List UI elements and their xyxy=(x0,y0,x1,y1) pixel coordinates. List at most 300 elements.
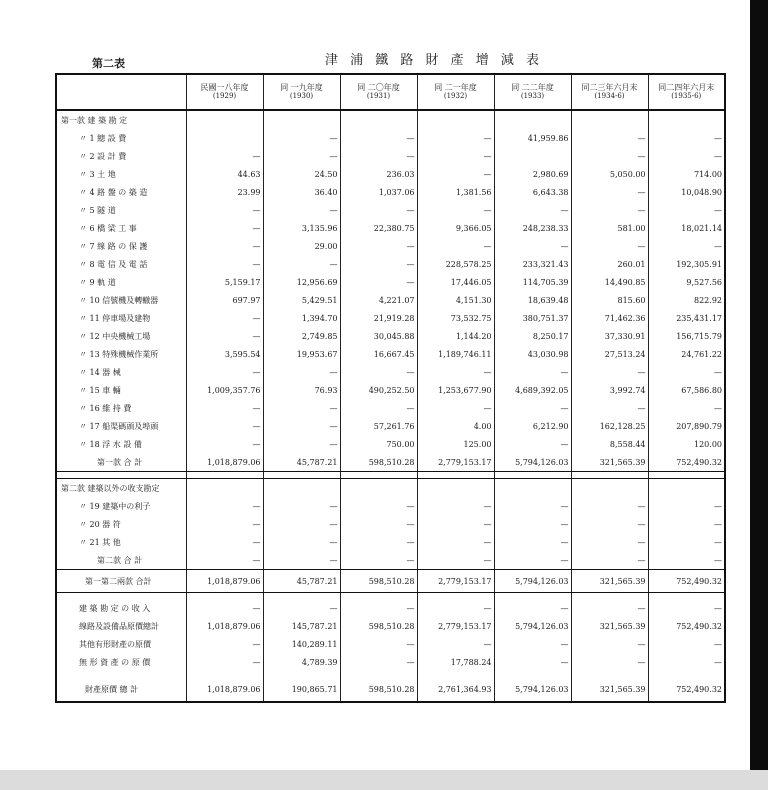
row-label: 〃 12 中央機械工場 xyxy=(79,331,151,341)
table-row xyxy=(56,399,725,417)
value-cell: 1,144.20 xyxy=(417,327,494,345)
value-cell xyxy=(340,472,417,479)
value-cell: — xyxy=(417,129,494,147)
value-cell: 37,330.91 xyxy=(571,327,648,345)
value-cell: — xyxy=(263,201,340,219)
table-row xyxy=(56,635,725,653)
value-cell: — xyxy=(571,183,648,201)
value-cell: 71,462.36 xyxy=(571,309,648,327)
value-cell: 697.97 xyxy=(186,291,263,309)
column-header-year: (1935-6) xyxy=(671,92,702,100)
value-cell: 162,128.25 xyxy=(571,417,648,435)
value-cell: 2,761,364.93 xyxy=(417,677,494,702)
value-cell: — xyxy=(494,635,571,653)
value-cell: 114,705.39 xyxy=(494,273,571,291)
value-cell: — xyxy=(494,599,571,617)
value-cell xyxy=(494,110,571,129)
value-cell: — xyxy=(340,599,417,617)
value-cell: 5,159.17 xyxy=(186,273,263,291)
value-cell: 125.00 xyxy=(417,435,494,453)
table-row xyxy=(56,291,725,309)
value-cell: — xyxy=(186,417,263,435)
value-cell: 29.00 xyxy=(263,237,340,255)
column-header-year: (1933) xyxy=(520,92,545,100)
value-cell xyxy=(571,472,648,479)
row-label: 無 形 資 產 の 原 價 xyxy=(79,657,151,667)
table-body xyxy=(56,110,725,702)
value-cell: — xyxy=(186,435,263,453)
value-cell: 1,018,879.06 xyxy=(186,617,263,635)
value-cell: — xyxy=(648,237,725,255)
value-cell: — xyxy=(417,147,494,165)
value-cell: 3,135.96 xyxy=(263,219,340,237)
table-row xyxy=(56,533,725,551)
column-header-year: (1934-6) xyxy=(594,92,625,100)
value-cell: — xyxy=(186,599,263,617)
row-label: 〃 21 其 他 xyxy=(79,537,121,547)
row-label: 其他有形財產の原價 xyxy=(79,639,151,649)
value-cell: — xyxy=(417,363,494,381)
value-cell: 140,289.11 xyxy=(263,635,340,653)
row-label: 第一第二兩款 合計 xyxy=(56,570,186,593)
value-cell: 23.99 xyxy=(186,183,263,201)
value-cell: 1,253,677.90 xyxy=(417,381,494,399)
value-cell: — xyxy=(417,497,494,515)
value-cell: — xyxy=(648,653,725,671)
value-cell xyxy=(340,110,417,129)
value-cell: — xyxy=(263,255,340,273)
column-header-year: (1929) xyxy=(212,92,237,100)
value-cell: — xyxy=(494,435,571,453)
value-cell: — xyxy=(494,551,571,570)
value-cell: 1,018,879.06 xyxy=(186,570,263,593)
row-label: 財產原價 總 計 xyxy=(85,684,139,694)
header-row xyxy=(56,74,725,110)
value-cell: 5,794,126.03 xyxy=(494,453,571,472)
table-row xyxy=(56,677,725,702)
column-header-label: 同 一九年度 xyxy=(280,83,323,92)
scan-edge-right xyxy=(750,0,768,790)
table-row xyxy=(56,435,725,453)
row-label: 第一款 建 築 勘 定 xyxy=(61,115,128,125)
column-header xyxy=(340,74,417,110)
value-cell: — xyxy=(571,533,648,551)
value-cell xyxy=(648,479,725,498)
value-cell: — xyxy=(186,255,263,273)
value-cell: 145,787.21 xyxy=(263,617,340,635)
value-cell xyxy=(417,472,494,479)
value-cell: 380,751.37 xyxy=(494,309,571,327)
value-cell: 6,643.38 xyxy=(494,183,571,201)
value-cell: — xyxy=(263,497,340,515)
value-cell: 5,794,126.03 xyxy=(494,570,571,593)
value-cell xyxy=(263,110,340,129)
column-header xyxy=(648,74,725,110)
value-cell: 27,513.24 xyxy=(571,345,648,363)
value-cell: 5,794,126.03 xyxy=(494,677,571,702)
row-label: 〃 9 軌 道 xyxy=(79,277,116,287)
value-cell: — xyxy=(571,497,648,515)
value-cell: 2,779,153.17 xyxy=(417,453,494,472)
value-cell: — xyxy=(494,201,571,219)
row-label: 〃 18 浮 水 設 備 xyxy=(79,439,142,449)
value-cell: 1,009,357.76 xyxy=(186,381,263,399)
column-header-label: 同 二一年度 xyxy=(434,83,477,92)
value-cell: — xyxy=(263,147,340,165)
table-row xyxy=(56,147,725,165)
column-header-year: (1931) xyxy=(366,92,391,100)
column-header-label: 同二三年六月末 xyxy=(581,83,638,92)
value-cell: 36.40 xyxy=(263,183,340,201)
value-cell: 750.00 xyxy=(340,435,417,453)
value-cell: — xyxy=(648,201,725,219)
value-cell: 1,037.06 xyxy=(340,183,417,201)
value-cell: — xyxy=(340,635,417,653)
value-cell: 5,794,126.03 xyxy=(494,617,571,635)
value-cell: — xyxy=(186,309,263,327)
value-cell: 4,789.39 xyxy=(263,653,340,671)
row-label: 第二款 合 計 xyxy=(97,555,143,565)
value-cell: — xyxy=(340,653,417,671)
value-cell xyxy=(186,129,263,147)
value-cell: — xyxy=(340,515,417,533)
value-cell: 235,431.17 xyxy=(648,309,725,327)
table-row xyxy=(56,381,725,399)
value-cell: 21,919.28 xyxy=(340,309,417,327)
value-cell: — xyxy=(340,201,417,219)
table-row xyxy=(56,345,725,363)
row-label: 〃 3 土 地 xyxy=(79,169,116,179)
row-label: 〃 6 橋 梁 工 事 xyxy=(79,223,137,233)
column-header xyxy=(571,74,648,110)
column-header-year: (1930) xyxy=(289,92,314,100)
value-cell xyxy=(417,110,494,129)
value-cell: 822.92 xyxy=(648,291,725,309)
row-label: 〃 5 隧 道 xyxy=(79,205,116,215)
value-cell: — xyxy=(186,147,263,165)
value-cell: 9,366.05 xyxy=(417,219,494,237)
value-cell: 207,890.79 xyxy=(648,417,725,435)
value-cell: 321,565.39 xyxy=(571,570,648,593)
column-header xyxy=(263,74,340,110)
value-cell: 156,715.79 xyxy=(648,327,725,345)
value-cell: — xyxy=(417,635,494,653)
value-cell: 321,565.39 xyxy=(571,617,648,635)
value-cell: — xyxy=(340,255,417,273)
row-label xyxy=(56,472,186,479)
value-cell: — xyxy=(494,515,571,533)
value-cell: — xyxy=(186,399,263,417)
row-label: 〃 1 總 設 費 xyxy=(79,133,127,143)
row-label: 第一款 合 計 xyxy=(56,453,186,472)
value-cell xyxy=(186,479,263,498)
column-header xyxy=(417,74,494,110)
value-cell: 598,510.28 xyxy=(340,570,417,593)
value-cell xyxy=(648,110,725,129)
row-label: 線路及設備品原價總計 xyxy=(79,621,159,631)
value-cell: 752,490.32 xyxy=(648,453,725,472)
value-cell: 1,394.70 xyxy=(263,309,340,327)
value-cell: 5,050.00 xyxy=(571,165,648,183)
table-row xyxy=(56,453,725,472)
row-label: 〃 11 停車場及建物 xyxy=(79,313,151,323)
value-cell: — xyxy=(186,327,263,345)
value-cell: — xyxy=(571,635,648,653)
value-cell: 228,578.25 xyxy=(417,255,494,273)
value-cell: — xyxy=(340,129,417,147)
value-cell xyxy=(186,472,263,479)
column-header-year: (1932) xyxy=(443,92,468,100)
value-cell: 815.60 xyxy=(571,291,648,309)
value-cell: — xyxy=(648,129,725,147)
table-row xyxy=(56,165,725,183)
value-cell: — xyxy=(648,533,725,551)
table-row xyxy=(56,417,725,435)
row-label: 〃 19 建築中の利子 xyxy=(79,501,151,511)
value-cell: 24,761.22 xyxy=(648,345,725,363)
value-cell: — xyxy=(571,147,648,165)
table-row xyxy=(56,653,725,671)
value-cell: — xyxy=(186,515,263,533)
column-header-label: 同二四年六月末 xyxy=(658,83,715,92)
table-row xyxy=(56,497,725,515)
value-cell: 10,048.90 xyxy=(648,183,725,201)
value-cell: — xyxy=(186,497,263,515)
value-cell: 581.00 xyxy=(571,219,648,237)
value-cell: 4,151.30 xyxy=(417,291,494,309)
value-cell: — xyxy=(417,165,494,183)
column-header xyxy=(186,74,263,110)
value-cell: — xyxy=(417,599,494,617)
value-cell: 6,212.90 xyxy=(494,417,571,435)
value-cell: 43,030.98 xyxy=(494,345,571,363)
value-cell: — xyxy=(648,551,725,570)
value-cell: 321,565.39 xyxy=(571,677,648,702)
table-row xyxy=(56,129,725,147)
value-cell: — xyxy=(340,399,417,417)
value-cell: 19,953.67 xyxy=(263,345,340,363)
value-cell: — xyxy=(186,219,263,237)
value-cell: 598,510.28 xyxy=(340,617,417,635)
value-cell: 24.50 xyxy=(263,165,340,183)
value-cell: — xyxy=(340,363,417,381)
value-cell: — xyxy=(186,363,263,381)
row-label: 第二款 建築以外の收支勘定 xyxy=(56,479,186,498)
value-cell: — xyxy=(263,435,340,453)
row-label: 〃 16 維 持 費 xyxy=(79,403,132,413)
value-cell: 4,689,392.05 xyxy=(494,381,571,399)
value-cell: 4.00 xyxy=(417,417,494,435)
value-cell: — xyxy=(494,533,571,551)
value-cell: — xyxy=(417,533,494,551)
page-title: 津 浦 鐵 路 財 產 增 減 表 xyxy=(325,53,544,68)
value-cell: 598,510.28 xyxy=(340,453,417,472)
value-cell xyxy=(571,110,648,129)
value-cell: — xyxy=(417,515,494,533)
row-label: 〃 15 車 輛 xyxy=(79,385,121,395)
value-cell: — xyxy=(340,497,417,515)
column-header xyxy=(494,74,571,110)
value-cell: 192,305.91 xyxy=(648,255,725,273)
value-cell: — xyxy=(340,273,417,291)
value-cell xyxy=(186,110,263,129)
value-cell: 2,749.85 xyxy=(263,327,340,345)
table-row xyxy=(56,472,725,479)
table-row xyxy=(56,183,725,201)
value-cell: — xyxy=(186,533,263,551)
value-cell: — xyxy=(494,399,571,417)
row-label: 〃 8 電 信 及 電 話 xyxy=(79,259,148,269)
value-cell: — xyxy=(263,129,340,147)
value-cell xyxy=(494,472,571,479)
value-cell: — xyxy=(263,515,340,533)
table-row xyxy=(56,363,725,381)
table-row xyxy=(56,201,725,219)
value-cell: — xyxy=(571,653,648,671)
value-cell: — xyxy=(571,551,648,570)
value-cell xyxy=(494,147,571,165)
value-cell: — xyxy=(571,129,648,147)
table-row xyxy=(56,570,725,593)
table-row xyxy=(56,237,725,255)
value-cell: 321,565.39 xyxy=(571,453,648,472)
value-cell: 18,639.48 xyxy=(494,291,571,309)
scan-edge-bottom xyxy=(0,770,768,790)
value-cell: — xyxy=(340,237,417,255)
value-cell: 16,667.45 xyxy=(340,345,417,363)
value-cell: 17,788.24 xyxy=(417,653,494,671)
value-cell: 260.01 xyxy=(571,255,648,273)
table-row xyxy=(56,273,725,291)
value-cell: 45,787.21 xyxy=(263,570,340,593)
value-cell xyxy=(263,472,340,479)
value-cell: 233,321.43 xyxy=(494,255,571,273)
table-row xyxy=(56,617,725,635)
header-item xyxy=(56,74,186,110)
value-cell: — xyxy=(417,551,494,570)
value-cell: — xyxy=(648,147,725,165)
value-cell: — xyxy=(186,653,263,671)
value-cell: 67,586.80 xyxy=(648,381,725,399)
value-cell xyxy=(571,479,648,498)
value-cell: — xyxy=(186,635,263,653)
value-cell: — xyxy=(648,363,725,381)
value-cell: 17,446.05 xyxy=(417,273,494,291)
value-cell: 2,980.69 xyxy=(494,165,571,183)
value-cell: — xyxy=(494,363,571,381)
column-header-label: 民國一八年度 xyxy=(200,83,249,92)
value-cell: 8,250.17 xyxy=(494,327,571,345)
property-change-table xyxy=(55,73,726,703)
value-cell: 18,021.14 xyxy=(648,219,725,237)
value-cell: 752,490.32 xyxy=(648,617,725,635)
value-cell: 44.63 xyxy=(186,165,263,183)
table-row xyxy=(56,599,725,617)
table-row xyxy=(56,219,725,237)
value-cell: — xyxy=(494,237,571,255)
value-cell: 45,787.21 xyxy=(263,453,340,472)
value-cell: 236.03 xyxy=(340,165,417,183)
value-cell: 490,252.50 xyxy=(340,381,417,399)
value-cell: 14,490.85 xyxy=(571,273,648,291)
row-label: 〃 14 器 械 xyxy=(79,367,121,377)
value-cell: 120.00 xyxy=(648,435,725,453)
table-row xyxy=(56,327,725,345)
value-cell: — xyxy=(263,363,340,381)
value-cell: 4,221.07 xyxy=(340,291,417,309)
value-cell: — xyxy=(340,551,417,570)
row-label: 建 築 勘 定 の 收 入 xyxy=(79,603,151,613)
value-cell: 3,992.74 xyxy=(571,381,648,399)
value-cell: 57,261.76 xyxy=(340,417,417,435)
value-cell: — xyxy=(186,201,263,219)
value-cell: 5,429.51 xyxy=(263,291,340,309)
row-label: 〃 2 設 計 費 xyxy=(79,151,127,161)
column-header-label: 同 二二年度 xyxy=(511,83,554,92)
table-row xyxy=(56,110,725,129)
value-cell xyxy=(417,479,494,498)
value-cell: — xyxy=(571,599,648,617)
value-cell: — xyxy=(494,497,571,515)
value-cell: — xyxy=(648,599,725,617)
value-cell xyxy=(263,479,340,498)
value-cell: — xyxy=(571,201,648,219)
value-cell: — xyxy=(340,147,417,165)
value-cell: 76.93 xyxy=(263,381,340,399)
table-row xyxy=(56,255,725,273)
value-cell: — xyxy=(417,201,494,219)
value-cell: 1,018,879.06 xyxy=(186,453,263,472)
row-label: 〃 10 信號機及轉轍器 xyxy=(79,295,159,305)
value-cell: — xyxy=(571,237,648,255)
row-label: 〃 20 器 符 xyxy=(79,519,121,529)
table-row xyxy=(56,551,725,570)
value-cell: 714.00 xyxy=(648,165,725,183)
value-cell: 22,380.75 xyxy=(340,219,417,237)
value-cell: — xyxy=(263,417,340,435)
value-cell xyxy=(340,479,417,498)
value-cell: 752,490.32 xyxy=(648,570,725,593)
row-label: 〃 7 線 路 の 保 護 xyxy=(79,241,148,251)
value-cell: 190,865.71 xyxy=(263,677,340,702)
column-header-label: 同 二〇年度 xyxy=(357,83,400,92)
value-cell: — xyxy=(571,399,648,417)
value-cell: 248,238.33 xyxy=(494,219,571,237)
value-cell: — xyxy=(186,551,263,570)
page-label: 第二表 xyxy=(92,57,125,70)
value-cell: 2,779,153.17 xyxy=(417,617,494,635)
value-cell: 598,510.28 xyxy=(340,677,417,702)
value-cell: — xyxy=(263,399,340,417)
table-row xyxy=(56,515,725,533)
value-cell: 73,532.75 xyxy=(417,309,494,327)
table-row xyxy=(56,479,725,498)
value-cell: — xyxy=(417,237,494,255)
table-row xyxy=(56,309,725,327)
value-cell: 1,189,746.11 xyxy=(417,345,494,363)
value-cell: 2,779,153.17 xyxy=(417,570,494,593)
value-cell xyxy=(648,472,725,479)
value-cell: — xyxy=(648,515,725,533)
value-cell: 41,959.86 xyxy=(494,129,571,147)
value-cell: 12,956.69 xyxy=(263,273,340,291)
value-cell: 9,527.56 xyxy=(648,273,725,291)
value-cell: — xyxy=(263,533,340,551)
value-cell: 8,558.44 xyxy=(571,435,648,453)
value-cell: — xyxy=(648,399,725,417)
value-cell: — xyxy=(263,551,340,570)
value-cell: 752,490.32 xyxy=(648,677,725,702)
